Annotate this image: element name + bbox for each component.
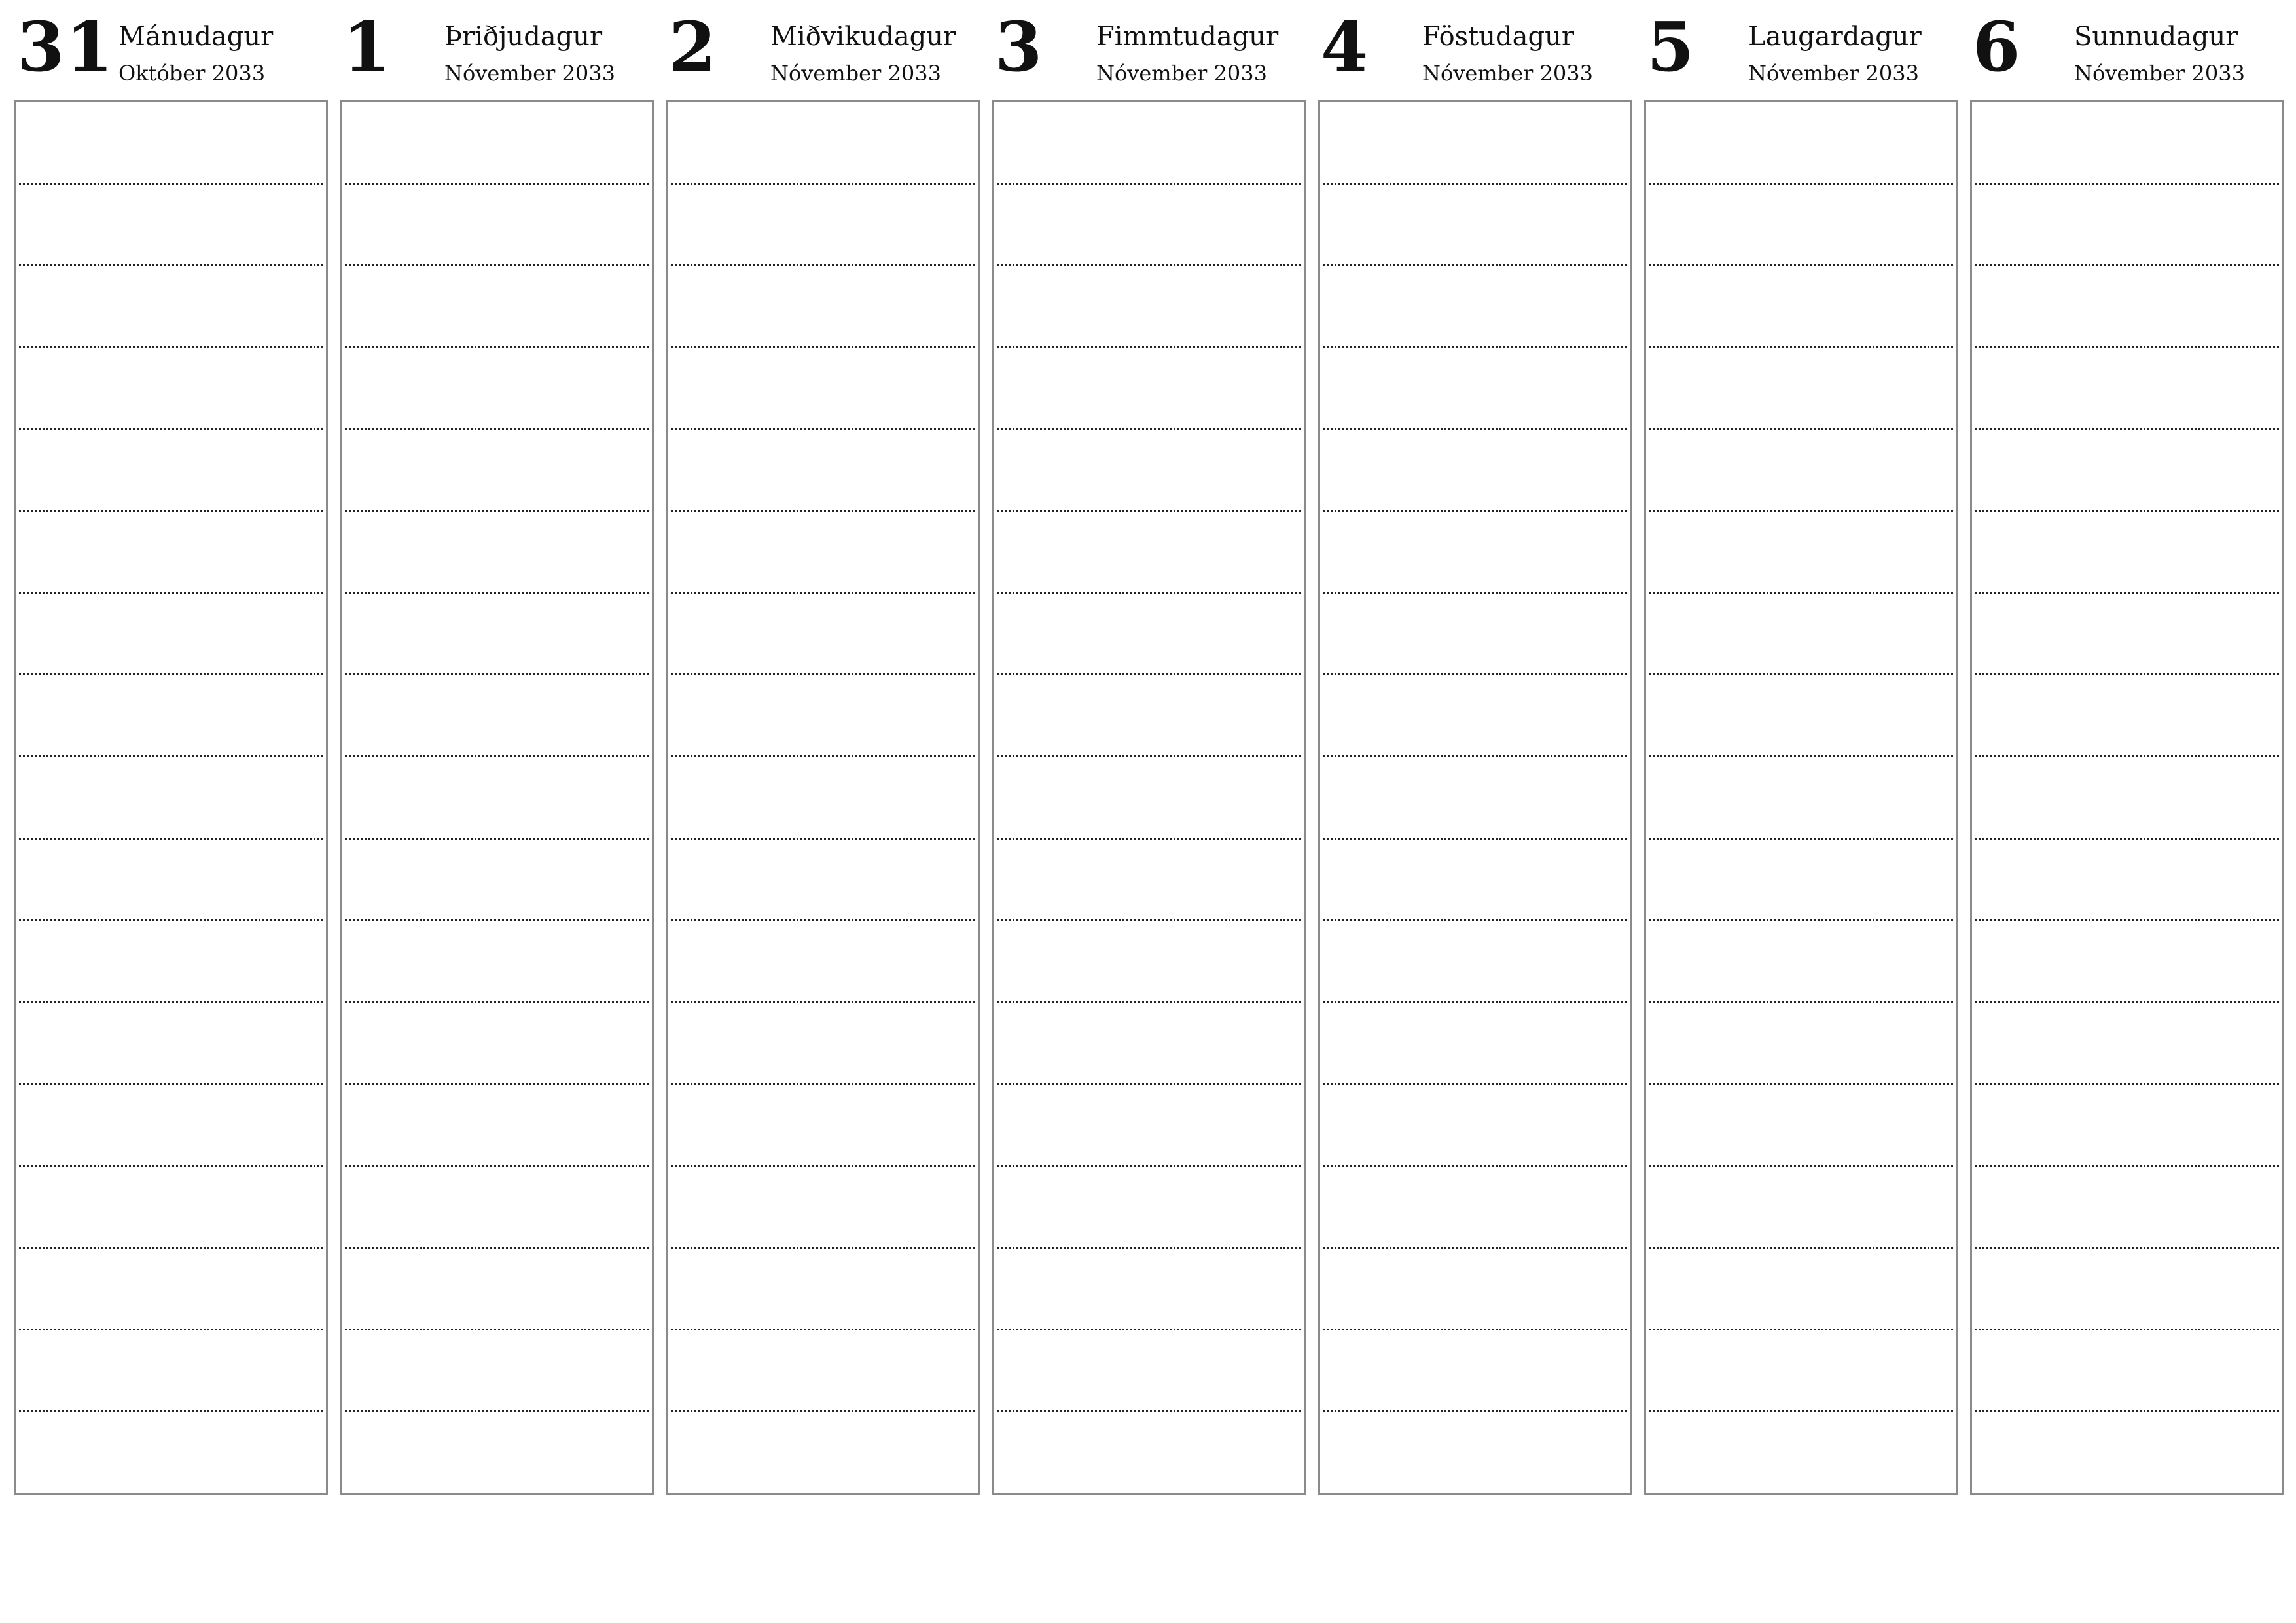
writing-line bbox=[1975, 1247, 2279, 1249]
day-month: Október 2033 bbox=[118, 61, 266, 86]
day-name: Laugardagur bbox=[1748, 22, 1922, 52]
day-column-saturday bbox=[1644, 0, 1956, 98]
writing-line bbox=[671, 346, 975, 348]
writing-line bbox=[19, 1001, 323, 1003]
writing-line bbox=[19, 428, 323, 430]
weekly-planner bbox=[14, 0, 2283, 1505]
writing-line bbox=[1323, 755, 1627, 757]
day-column-sunday bbox=[1970, 0, 2282, 98]
writing-line bbox=[1323, 1083, 1627, 1085]
writing-line bbox=[1323, 838, 1627, 840]
day-month: Nóvember 2033 bbox=[770, 61, 941, 86]
writing-line bbox=[345, 919, 649, 921]
day-column-wednesday bbox=[666, 0, 978, 98]
writing-line bbox=[19, 592, 323, 594]
writing-line bbox=[997, 1165, 1301, 1167]
writing-line bbox=[1975, 755, 2279, 757]
day-month: Nóvember 2033 bbox=[444, 61, 615, 86]
day-column-friday bbox=[1318, 0, 1630, 98]
day-header bbox=[340, 0, 653, 98]
writing-line bbox=[671, 510, 975, 512]
writing-line bbox=[1323, 1329, 1627, 1330]
writing-line bbox=[671, 1329, 975, 1330]
writing-line bbox=[997, 838, 1301, 840]
writing-line bbox=[1649, 1410, 1953, 1412]
writing-line bbox=[671, 755, 975, 757]
day-header bbox=[1318, 0, 1630, 98]
day-header bbox=[1644, 0, 1956, 98]
day-month: Nóvember 2033 bbox=[1422, 61, 1593, 86]
writing-line bbox=[997, 592, 1301, 594]
writing-line bbox=[997, 1247, 1301, 1249]
writing-line bbox=[997, 183, 1301, 185]
writing-line bbox=[1649, 428, 1953, 430]
writing-line bbox=[345, 1165, 649, 1167]
writing-line bbox=[1975, 919, 2279, 921]
writing-line bbox=[1975, 1001, 2279, 1003]
writing-line bbox=[1649, 1165, 1953, 1167]
writing-line bbox=[19, 510, 323, 512]
writing-line bbox=[19, 1329, 323, 1330]
writing-line bbox=[345, 183, 649, 185]
writing-line bbox=[1649, 346, 1953, 348]
writing-line bbox=[1323, 1410, 1627, 1412]
writing-line bbox=[997, 510, 1301, 512]
day-number: 6 bbox=[1973, 7, 2022, 87]
writing-line bbox=[19, 346, 323, 348]
writing-line bbox=[345, 510, 649, 512]
writing-line bbox=[345, 264, 649, 266]
writing-line bbox=[1975, 673, 2279, 675]
writing-line bbox=[345, 838, 649, 840]
writing-line bbox=[1649, 1001, 1953, 1003]
writing-line bbox=[1649, 1083, 1953, 1085]
writing-line bbox=[997, 428, 1301, 430]
writing-line bbox=[671, 592, 975, 594]
day-notes-box[interactable] bbox=[340, 100, 654, 1495]
writing-line bbox=[671, 1083, 975, 1085]
writing-line bbox=[1323, 1247, 1627, 1249]
writing-line bbox=[671, 673, 975, 675]
writing-line bbox=[671, 1165, 975, 1167]
day-name: Mánudagur bbox=[118, 22, 274, 52]
day-notes-box[interactable] bbox=[992, 100, 1306, 1495]
day-number: 3 bbox=[995, 7, 1044, 87]
writing-line bbox=[997, 1410, 1301, 1412]
writing-line bbox=[671, 428, 975, 430]
writing-line bbox=[1649, 510, 1953, 512]
writing-line bbox=[345, 428, 649, 430]
day-notes-box[interactable] bbox=[14, 100, 328, 1495]
day-number: 31 bbox=[17, 7, 115, 87]
day-column-monday bbox=[14, 0, 327, 98]
writing-line bbox=[1975, 264, 2279, 266]
writing-line bbox=[1323, 1001, 1627, 1003]
writing-line bbox=[1323, 673, 1627, 675]
writing-line bbox=[1975, 1165, 2279, 1167]
writing-line bbox=[997, 1329, 1301, 1330]
day-name: Sunnudagur bbox=[2074, 22, 2238, 52]
day-header bbox=[14, 0, 327, 98]
writing-line bbox=[1649, 673, 1953, 675]
writing-line bbox=[1323, 428, 1627, 430]
writing-line bbox=[345, 346, 649, 348]
writing-line bbox=[19, 183, 323, 185]
writing-line bbox=[1975, 346, 2279, 348]
day-header bbox=[666, 0, 978, 98]
writing-line bbox=[671, 1001, 975, 1003]
writing-line bbox=[1649, 755, 1953, 757]
day-notes-box[interactable] bbox=[1644, 100, 1958, 1495]
day-month: Nóvember 2033 bbox=[1748, 61, 1919, 86]
writing-line bbox=[19, 1410, 323, 1412]
writing-line bbox=[1323, 919, 1627, 921]
day-header bbox=[992, 0, 1304, 98]
writing-line bbox=[997, 755, 1301, 757]
day-month: Nóvember 2033 bbox=[2074, 61, 2245, 86]
writing-line bbox=[1323, 1165, 1627, 1167]
day-number: 4 bbox=[1321, 7, 1370, 87]
writing-line bbox=[671, 264, 975, 266]
writing-line bbox=[1323, 346, 1627, 348]
day-notes-box[interactable] bbox=[666, 100, 980, 1495]
writing-line bbox=[1649, 183, 1953, 185]
writing-line bbox=[345, 592, 649, 594]
day-month: Nóvember 2033 bbox=[1096, 61, 1267, 86]
day-notes-box[interactable] bbox=[1318, 100, 1632, 1495]
day-name: Fimmtudagur bbox=[1096, 22, 1279, 52]
writing-line bbox=[1323, 264, 1627, 266]
writing-line bbox=[997, 1001, 1301, 1003]
writing-line bbox=[1975, 1083, 2279, 1085]
writing-line bbox=[1975, 1410, 2279, 1412]
writing-line bbox=[1975, 510, 2279, 512]
day-number: 2 bbox=[669, 7, 718, 87]
writing-line bbox=[19, 919, 323, 921]
writing-line bbox=[671, 1410, 975, 1412]
writing-line bbox=[19, 1247, 323, 1249]
writing-line bbox=[19, 673, 323, 675]
writing-line bbox=[997, 264, 1301, 266]
writing-line bbox=[1649, 264, 1953, 266]
writing-line bbox=[345, 1410, 649, 1412]
writing-line bbox=[345, 1001, 649, 1003]
writing-line bbox=[345, 1083, 649, 1085]
writing-line bbox=[671, 838, 975, 840]
writing-line bbox=[345, 1329, 649, 1330]
writing-line bbox=[1649, 919, 1953, 921]
writing-line bbox=[1649, 1247, 1953, 1249]
writing-line bbox=[19, 1083, 323, 1085]
writing-line bbox=[1975, 428, 2279, 430]
writing-line bbox=[19, 755, 323, 757]
writing-line bbox=[19, 264, 323, 266]
day-number: 5 bbox=[1647, 7, 1696, 87]
writing-line bbox=[1975, 1329, 2279, 1330]
writing-line bbox=[1975, 592, 2279, 594]
writing-line bbox=[1323, 183, 1627, 185]
writing-line bbox=[997, 346, 1301, 348]
writing-line bbox=[997, 673, 1301, 675]
day-column-thursday bbox=[992, 0, 1304, 98]
day-notes-box[interactable] bbox=[1970, 100, 2284, 1495]
writing-line bbox=[997, 1083, 1301, 1085]
writing-line bbox=[1323, 592, 1627, 594]
writing-line bbox=[671, 183, 975, 185]
day-header bbox=[1970, 0, 2282, 98]
writing-line bbox=[345, 755, 649, 757]
writing-line bbox=[1975, 183, 2279, 185]
writing-line bbox=[19, 838, 323, 840]
writing-line bbox=[345, 673, 649, 675]
writing-line bbox=[997, 919, 1301, 921]
writing-line bbox=[1323, 510, 1627, 512]
day-column-tuesday bbox=[340, 0, 653, 98]
writing-line bbox=[1975, 838, 2279, 840]
day-name: Þriðjudagur bbox=[444, 22, 603, 52]
writing-line bbox=[19, 1165, 323, 1167]
writing-line bbox=[671, 919, 975, 921]
day-number: 1 bbox=[343, 7, 392, 87]
writing-line bbox=[1649, 1329, 1953, 1330]
writing-line bbox=[1649, 838, 1953, 840]
writing-line bbox=[1649, 592, 1953, 594]
day-name: Miðvikudagur bbox=[770, 22, 956, 52]
day-name: Föstudagur bbox=[1422, 22, 1574, 52]
writing-line bbox=[345, 1247, 649, 1249]
writing-line bbox=[671, 1247, 975, 1249]
